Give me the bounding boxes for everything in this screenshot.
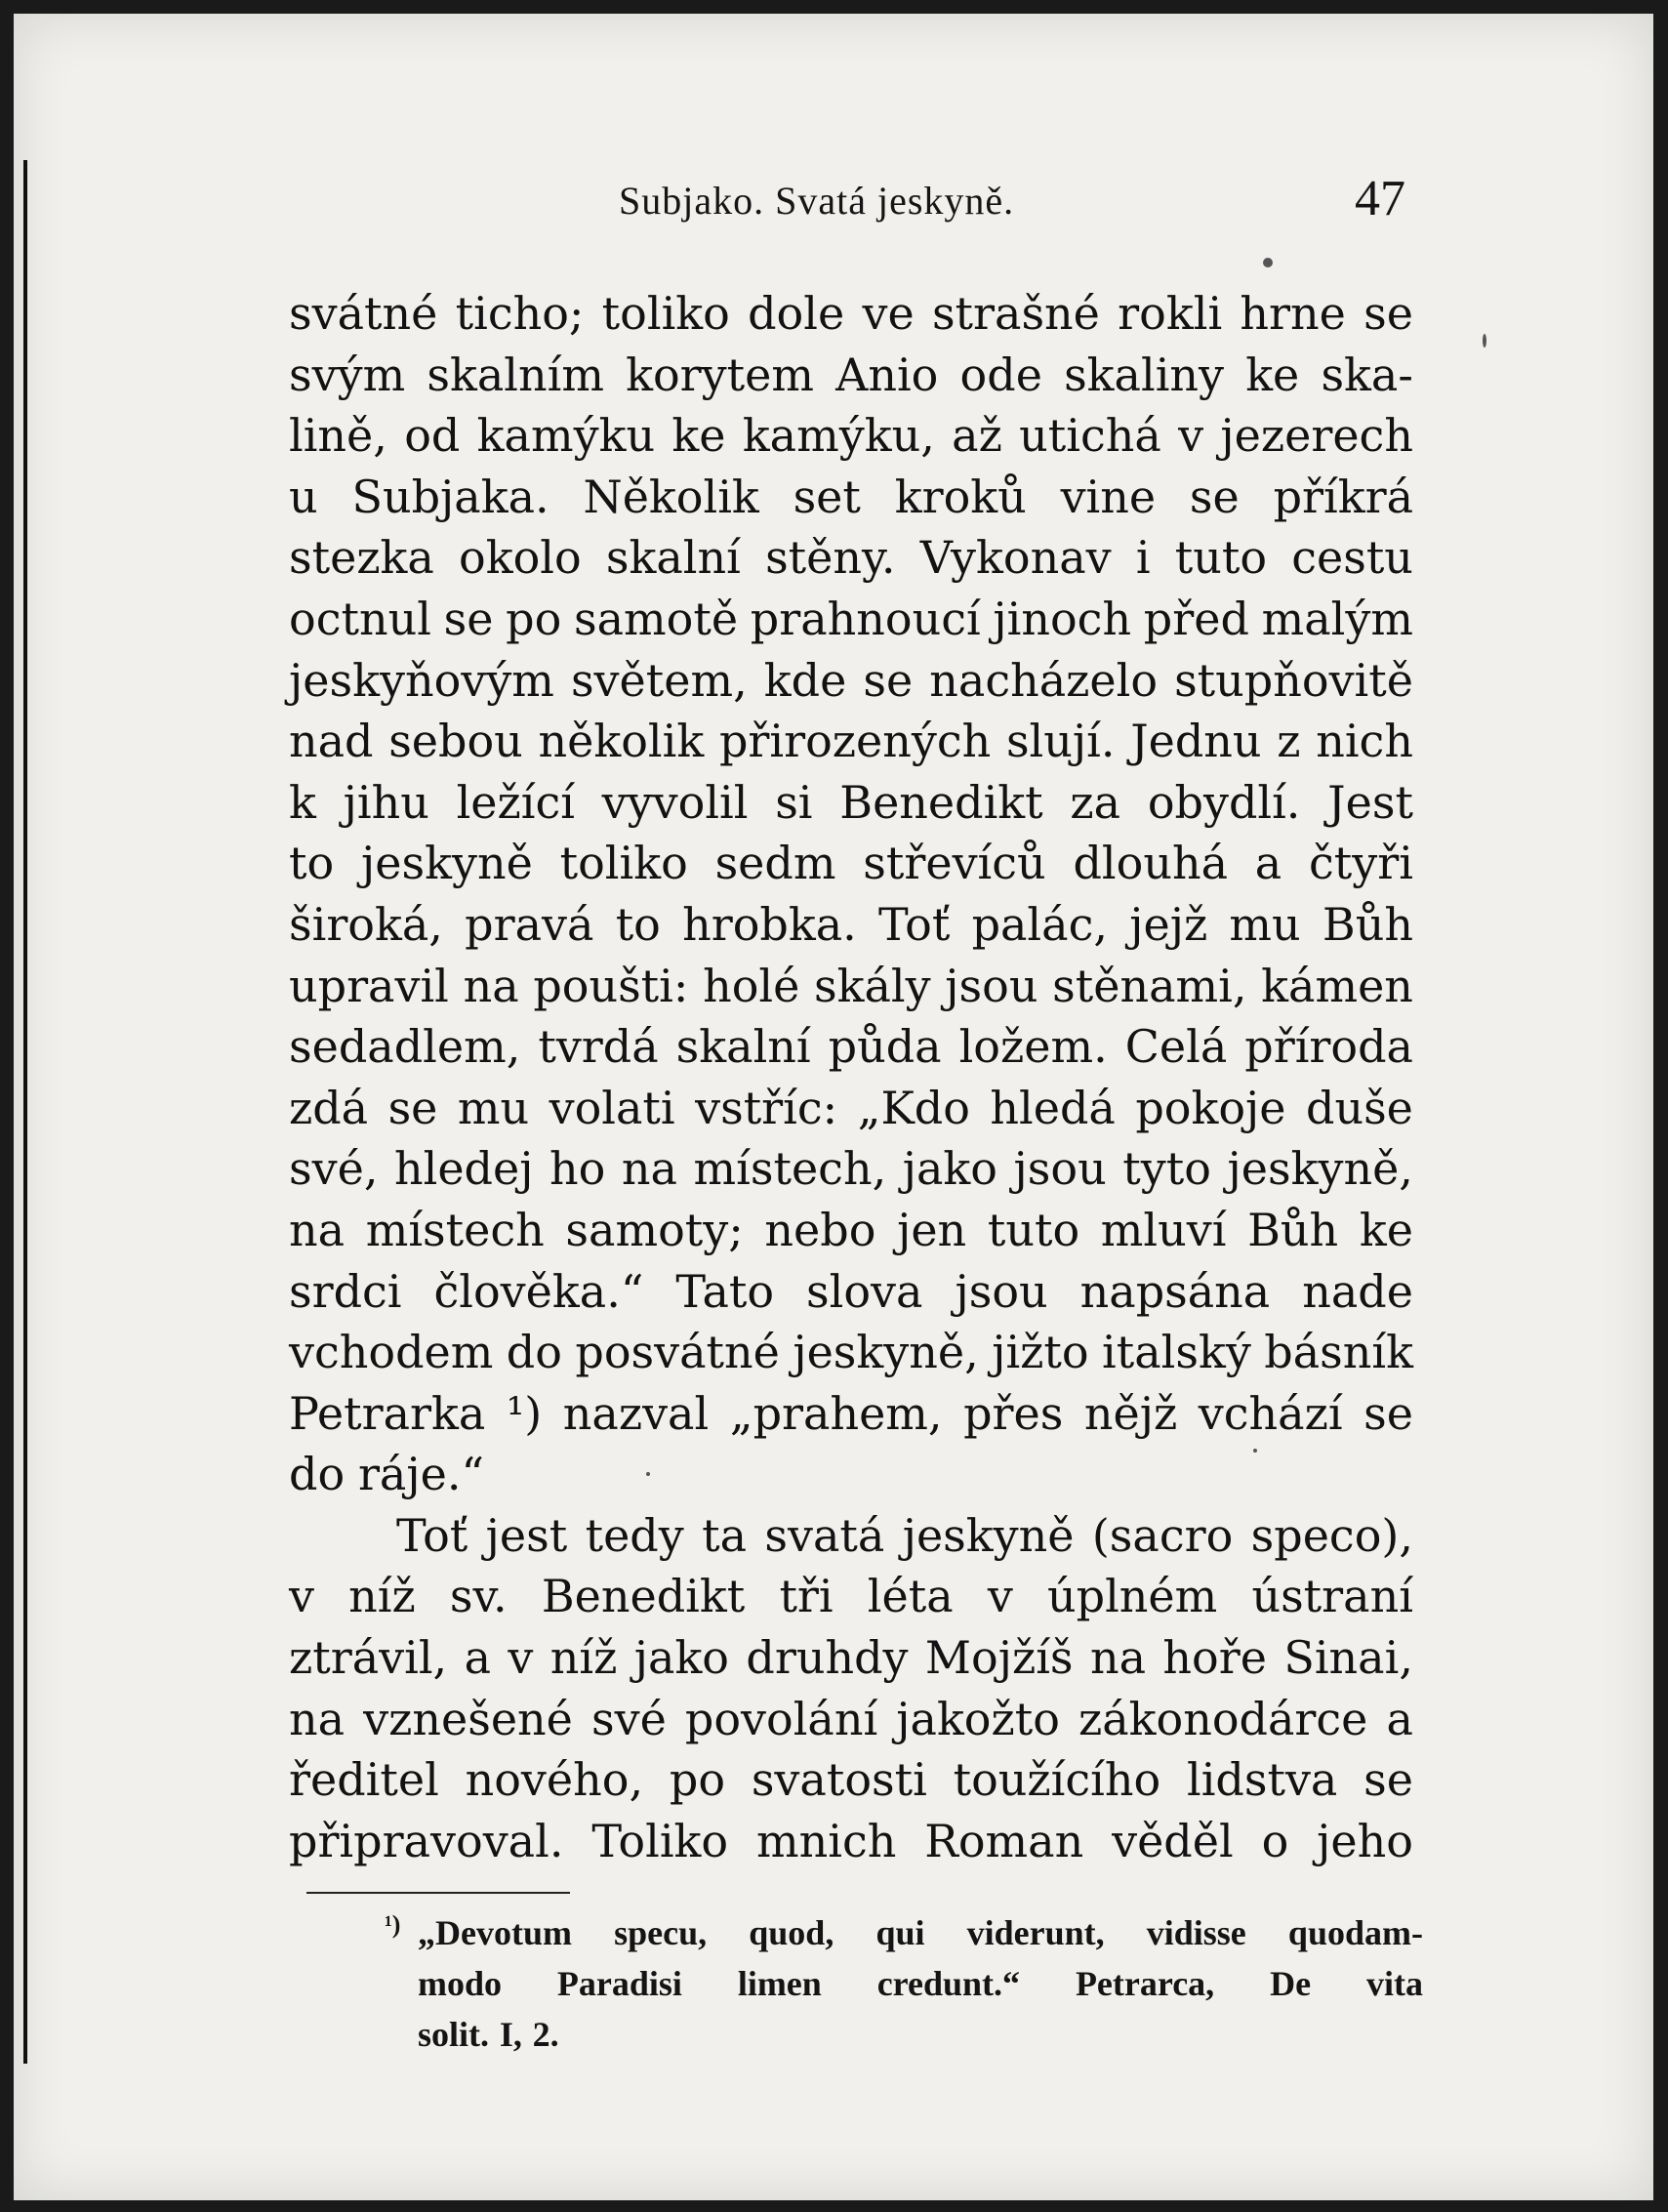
word: se: [1363, 1386, 1413, 1440]
word: Vykonav: [919, 531, 1112, 585]
word: jeskyně,: [793, 1326, 979, 1379]
word: o: [1261, 1814, 1289, 1867]
word: se: [1363, 287, 1413, 340]
footnote-line: [418, 1907, 1423, 1958]
footnote-word: Petrarca,: [1075, 1964, 1215, 2003]
word: Toť: [878, 897, 951, 951]
word: Tato: [675, 1264, 775, 1318]
word: se: [443, 592, 494, 645]
word: toliko: [559, 837, 688, 890]
word: sedm: [714, 837, 836, 890]
word: lidstva: [1186, 1753, 1338, 1807]
word: vznešené: [363, 1692, 573, 1745]
word: hrne: [1240, 287, 1346, 340]
word: níž: [549, 1631, 618, 1685]
word: ložem.: [958, 1020, 1108, 1074]
text-line: [289, 1322, 1413, 1383]
footnote-line: [418, 2009, 1423, 2060]
word: toliko: [601, 287, 730, 340]
word: jakožto: [896, 1692, 1060, 1745]
word: ¹): [506, 1386, 543, 1440]
word: příkrá: [1273, 470, 1413, 523]
word: sv.: [449, 1570, 508, 1623]
word: jsou: [1013, 1142, 1107, 1196]
word: svým: [289, 348, 406, 401]
word: strašné: [931, 287, 1100, 340]
word: i: [1135, 531, 1151, 585]
word: ticho;: [455, 287, 585, 340]
text-line: [289, 1200, 1413, 1261]
word: stěnami,: [1052, 959, 1247, 1012]
word: do: [289, 1448, 346, 1501]
word: srdci: [289, 1264, 402, 1318]
word: duše: [1306, 1081, 1413, 1134]
footnote-word: quodam-: [1287, 1913, 1423, 1952]
word: jeskyňovým: [289, 653, 554, 707]
word: dlouhá: [1073, 837, 1228, 890]
word: Toliko: [591, 1814, 729, 1867]
word: octnul: [289, 592, 431, 645]
word: stupňovitě: [1174, 653, 1413, 707]
word: svatá: [764, 1508, 885, 1562]
word: několik: [538, 715, 705, 768]
word: kroků: [894, 470, 1027, 523]
page-number: 47: [1355, 171, 1405, 226]
word: své: [590, 1692, 667, 1745]
word: na: [621, 1142, 677, 1196]
text-line: [289, 1749, 1413, 1811]
word: ústraní: [1251, 1570, 1413, 1623]
word: níž: [348, 1570, 416, 1623]
word: hledá: [990, 1081, 1116, 1134]
word: sedadlem,: [289, 1020, 521, 1074]
footnote-word: 2.: [532, 2015, 559, 2054]
word: nového,: [465, 1753, 644, 1807]
footnote: [385, 1907, 1423, 2060]
footnote-word: „Devotum: [418, 1913, 572, 1952]
word: kde: [763, 653, 847, 707]
word: skalním: [427, 348, 604, 401]
word: po: [506, 592, 562, 645]
word: Celá: [1124, 1020, 1228, 1074]
text-line: [289, 894, 1413, 956]
footnote-word: I,: [499, 2015, 522, 2054]
word: skalní: [605, 531, 741, 585]
word: na: [1089, 1631, 1146, 1685]
word: posvátné: [575, 1326, 780, 1379]
word: vstříc:: [695, 1081, 838, 1134]
text-line: [289, 772, 1413, 834]
word: ke: [671, 409, 726, 463]
word: ředitel: [289, 1753, 439, 1807]
word: palác,: [971, 897, 1108, 951]
footnote-line: [418, 1958, 1423, 2009]
word: stěny.: [765, 531, 896, 585]
dust-speck: [1483, 334, 1486, 348]
word: nazval: [562, 1386, 710, 1440]
text-line: [289, 1261, 1413, 1323]
word: jeho: [1317, 1814, 1413, 1867]
word: se: [863, 653, 914, 707]
word: to: [289, 837, 335, 890]
word: a: [1386, 1692, 1413, 1745]
word: jihu: [343, 775, 429, 829]
word: v: [289, 1570, 314, 1623]
word: malým: [1261, 592, 1413, 645]
word: kamýku,: [742, 409, 935, 463]
word: nad: [289, 715, 374, 768]
word: mu: [1229, 897, 1301, 951]
word: tři: [779, 1570, 834, 1623]
word: přirozených: [718, 715, 992, 768]
word: z: [1277, 715, 1301, 768]
word: zdá: [289, 1081, 369, 1134]
word: samoty;: [565, 1203, 744, 1256]
word: mu: [457, 1081, 530, 1134]
scanned-page: [14, 14, 1653, 2200]
word: na: [289, 1692, 346, 1745]
word: místech,: [693, 1142, 887, 1196]
word: tuto: [1174, 531, 1268, 585]
text-line: [289, 1505, 1413, 1567]
word: kamýku: [476, 409, 656, 463]
word: přes: [963, 1386, 1064, 1440]
word: pokoje: [1135, 1081, 1286, 1134]
text-line: [289, 1078, 1413, 1139]
word: holé: [703, 959, 800, 1012]
word: hledej: [394, 1142, 534, 1196]
word: se: [1363, 1753, 1413, 1807]
word: (sacro: [1091, 1508, 1234, 1562]
word: Roman: [924, 1814, 1084, 1867]
word: vchází: [1198, 1386, 1343, 1440]
text-line: [289, 1811, 1413, 1872]
body-text: [289, 283, 1413, 1871]
word: čtyři: [1309, 837, 1413, 890]
word: na: [463, 959, 519, 1012]
text-line: [289, 1689, 1413, 1750]
word: jejž: [1129, 897, 1208, 951]
word: to: [615, 897, 661, 951]
word: úplném: [1047, 1570, 1218, 1623]
text-line: [289, 345, 1413, 406]
word: Petrarka: [289, 1386, 486, 1440]
word: jako: [902, 1142, 997, 1196]
word: poušti:: [533, 959, 689, 1012]
word: utichá: [1019, 409, 1161, 463]
word: mnich: [755, 1814, 897, 1867]
word: jen: [897, 1203, 967, 1256]
word: svatosti: [751, 1753, 927, 1807]
word: Bůh: [1247, 1203, 1339, 1256]
text-line: [289, 527, 1413, 589]
word: hoře: [1162, 1631, 1267, 1685]
word: ho: [549, 1142, 606, 1196]
word: u: [289, 470, 318, 523]
word: v: [508, 1631, 534, 1685]
word: jezerech: [1220, 409, 1413, 463]
word: nějž: [1083, 1386, 1178, 1440]
footnote-word: limen: [737, 1964, 822, 2003]
word: vchodem: [289, 1326, 494, 1379]
word: jsou: [945, 959, 1038, 1012]
word: skaliny: [1064, 348, 1225, 401]
word: světem,: [570, 653, 748, 707]
word: italský: [1102, 1326, 1251, 1379]
word: rokli: [1118, 287, 1223, 340]
word: ke: [1245, 348, 1300, 401]
word: ke: [1359, 1203, 1413, 1256]
word: cestu: [1291, 531, 1413, 585]
word: ztrávil,: [289, 1631, 448, 1685]
word: nebo: [764, 1203, 876, 1256]
word: Jednu: [1130, 715, 1262, 768]
footnote-marker: ¹): [385, 1910, 401, 1939]
footnote-word: quod,: [749, 1913, 834, 1952]
text-line: [289, 956, 1413, 1017]
word: od: [404, 409, 461, 463]
word: jeskyně,: [1227, 1142, 1413, 1196]
footnote-word: solit.: [418, 2015, 490, 2054]
word: „prahem,: [729, 1386, 943, 1440]
word: Toť: [396, 1508, 468, 1562]
word: Sinai,: [1283, 1631, 1413, 1685]
footnote-word: Paradisi: [556, 1964, 682, 2003]
word: mluví: [1100, 1203, 1227, 1256]
word: Několik: [583, 470, 759, 523]
word: se: [1189, 470, 1240, 523]
word: sebou: [388, 715, 523, 768]
word: básník: [1264, 1326, 1413, 1379]
word: půda: [828, 1020, 942, 1074]
word: slují.: [1005, 715, 1116, 768]
word: jinoch: [993, 592, 1132, 645]
word: upravil: [289, 959, 449, 1012]
word: speco),: [1250, 1508, 1413, 1562]
word: v: [1178, 409, 1204, 463]
word: na: [289, 1203, 346, 1256]
word: k: [289, 775, 316, 829]
word: ode: [959, 348, 1042, 401]
word: Benedikt: [839, 775, 1043, 829]
word: věděl: [1112, 1814, 1234, 1867]
word: vine: [1060, 470, 1157, 523]
word: v: [987, 1570, 1013, 1623]
footnote-word: viderunt,: [966, 1913, 1105, 1952]
word: Benedikt: [541, 1570, 746, 1623]
word: hrobka.: [682, 897, 857, 951]
word: svátné: [289, 287, 438, 340]
word: obydlí.: [1147, 775, 1301, 829]
running-head: Subjako. Svatá jeskyně.: [619, 179, 1015, 223]
text-line: [289, 711, 1413, 772]
word: léta: [867, 1570, 954, 1623]
footnote-word: qui: [875, 1913, 925, 1952]
word: až: [952, 409, 1002, 463]
word: příroda: [1244, 1020, 1413, 1074]
text-line: [289, 1138, 1413, 1200]
word: jeskyně: [902, 1508, 1075, 1562]
word: zákonodárce: [1078, 1692, 1368, 1745]
footnote-word: De: [1270, 1964, 1312, 2003]
text-line: [289, 1016, 1413, 1078]
word: samotě: [574, 592, 739, 645]
footnote-word: credunt.“: [876, 1964, 1021, 2003]
word: prahnoucí: [750, 592, 981, 645]
text-line: [289, 283, 1413, 345]
word: do: [506, 1326, 562, 1379]
word: toužícího: [953, 1753, 1161, 1807]
word: střevíců: [863, 837, 1046, 890]
word: stezka: [289, 531, 434, 585]
word: volati: [549, 1081, 675, 1134]
word: ráje.“: [357, 1448, 484, 1501]
footnote-word: vita: [1365, 1964, 1423, 2003]
word: člověka.“: [433, 1264, 644, 1318]
word: před: [1143, 592, 1249, 645]
word: set: [793, 470, 861, 523]
word: a: [1254, 837, 1282, 890]
word: ve: [862, 287, 915, 340]
word: vyvolil: [601, 775, 749, 829]
word: nacházelo: [929, 653, 1159, 707]
word: připravoval.: [289, 1814, 564, 1867]
word: jsou: [955, 1264, 1048, 1318]
word: místech: [365, 1203, 545, 1256]
word: „Kdo: [857, 1081, 970, 1134]
word: za: [1070, 775, 1121, 829]
text-line: [289, 405, 1413, 467]
word: tyto: [1122, 1142, 1211, 1196]
word: Mojžíš: [924, 1631, 1074, 1685]
page-edge-rule: [23, 160, 27, 2064]
text-line: [289, 1444, 1413, 1505]
word: druhdy: [746, 1631, 909, 1685]
word: lině,: [289, 409, 387, 463]
word: si: [775, 775, 813, 829]
footnote-rule: [306, 1892, 570, 1894]
word: své,: [289, 1142, 379, 1196]
text-line: [289, 467, 1413, 528]
word: ležící: [456, 775, 575, 829]
word: skalní: [675, 1020, 811, 1074]
word: tvrdá: [538, 1020, 659, 1074]
word: se: [387, 1081, 438, 1134]
word: slova: [806, 1264, 923, 1318]
text-line: [289, 833, 1413, 894]
text-line: [289, 1627, 1413, 1689]
dust-speck: [1263, 258, 1273, 267]
word: korytem: [626, 348, 814, 401]
text-line: [289, 589, 1413, 650]
dust-speck: [646, 1472, 650, 1476]
word: nade: [1302, 1264, 1413, 1318]
word: tuto: [987, 1203, 1080, 1256]
text-line: [289, 650, 1413, 712]
word: povolání: [684, 1692, 878, 1745]
text-line: [289, 1566, 1413, 1627]
word: Bůh: [1322, 897, 1413, 951]
footnote-word: specu,: [614, 1913, 708, 1952]
word: napsána: [1079, 1264, 1271, 1318]
word: po: [669, 1753, 726, 1807]
text-line: [289, 1383, 1413, 1445]
word: jeskyně: [360, 837, 533, 890]
word: dole: [748, 287, 845, 340]
word: Subjaka.: [351, 470, 549, 523]
dust-speck: [1253, 1449, 1257, 1453]
footnote-word: modo: [418, 1964, 503, 2003]
word: ta: [702, 1508, 748, 1562]
word: skály: [814, 959, 931, 1012]
word: Anio: [835, 348, 939, 401]
word: Jest: [1327, 775, 1413, 829]
word: jižto: [992, 1326, 1089, 1379]
word: a: [464, 1631, 491, 1685]
word: jako: [633, 1631, 730, 1685]
word: okolo: [459, 531, 582, 585]
word: pravá: [465, 897, 594, 951]
word: tedy: [585, 1508, 684, 1562]
word: kámen: [1261, 959, 1413, 1012]
word: široká,: [289, 897, 443, 951]
word: nich: [1316, 715, 1413, 768]
word: ska-: [1321, 348, 1413, 401]
word: jest: [485, 1508, 568, 1562]
footnote-word: vidisse: [1146, 1913, 1246, 1952]
